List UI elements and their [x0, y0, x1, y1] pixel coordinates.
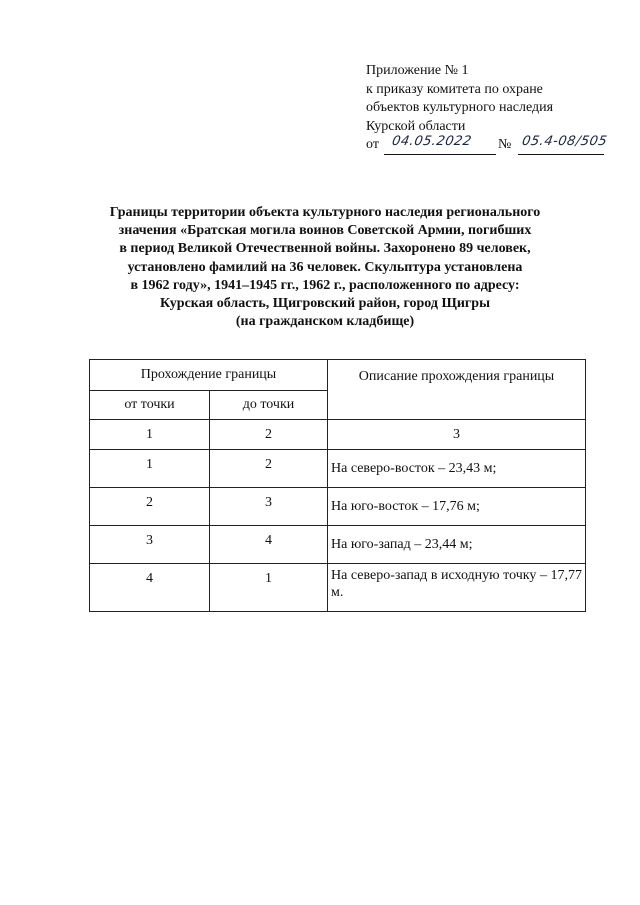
- title-line: в период Великой Отечественной войны. Захоронено 89 человек,: [119, 241, 531, 257]
- boundary-passage-header: Прохождение границы: [90, 360, 328, 391]
- table-row: [90, 564, 586, 612]
- to-point-cell: 2: [210, 450, 328, 488]
- appendix-block: [366, 62, 626, 155]
- date-label: от: [366, 137, 379, 152]
- title-line: Курская область, Щигровский район, город Щигры: [159, 296, 491, 312]
- from-point-cell: 1: [90, 450, 210, 488]
- appendix-committee-line: объектов культурного наследия: [366, 100, 554, 115]
- column-number: 2: [210, 420, 328, 450]
- table-row: [90, 450, 586, 488]
- description-cell: На юго-запад – 23,44 м;: [328, 526, 586, 564]
- column-number: 1: [90, 420, 210, 450]
- appendix-title: Приложение № 1: [366, 63, 469, 78]
- appendix-order-line: к приказу комитета по охране: [366, 81, 543, 97]
- title-line: Границы территории объекта культурного наследия регионального: [109, 205, 541, 220]
- to-point-cell: 1: [210, 564, 328, 612]
- order-date-handwritten: 04.05.2022: [390, 134, 473, 149]
- from-point-header: от точки: [90, 391, 210, 420]
- boundary-table: [89, 359, 586, 612]
- description-cell: На юго-восток – 17,76 м;: [328, 488, 586, 526]
- order-number-field: [518, 134, 609, 155]
- title-line: в 1962 году», 1941–1945 гг., 1962 г., расположенного по адресу:: [130, 277, 520, 293]
- boundary-description-header: Описание прохождения границы: [328, 360, 586, 420]
- column-number-row: [90, 420, 586, 450]
- title-line: установлено фамилий на 36 человек. Скульптура установлена: [127, 259, 523, 275]
- number-label: №: [498, 137, 512, 152]
- order-date-field: [384, 136, 496, 155]
- order-date-number-line: [366, 136, 626, 155]
- description-cell: На северо-запад в исходную точку – 17,77 м.: [328, 564, 586, 612]
- from-point-cell: 3: [90, 526, 210, 564]
- from-point-cell: 4: [90, 564, 210, 612]
- column-number: 3: [328, 420, 586, 450]
- order-number-handwritten: 05.4-08/505: [520, 134, 609, 149]
- table-row: [90, 488, 586, 526]
- appendix-region-line: Курской области: [366, 118, 466, 134]
- title-line: значения «Братская могила воинов Советской Армии, погибших: [118, 223, 532, 239]
- document-title: [80, 204, 570, 331]
- from-point-cell: 2: [90, 488, 210, 526]
- to-point-cell: 3: [210, 488, 328, 526]
- description-cell: На северо-восток – 23,43 м;: [328, 450, 586, 488]
- to-point-header: до точки: [210, 391, 328, 420]
- title-line: (на гражданском кладбище): [235, 314, 415, 330]
- table-row: [90, 526, 586, 564]
- to-point-cell: 4: [210, 526, 328, 564]
